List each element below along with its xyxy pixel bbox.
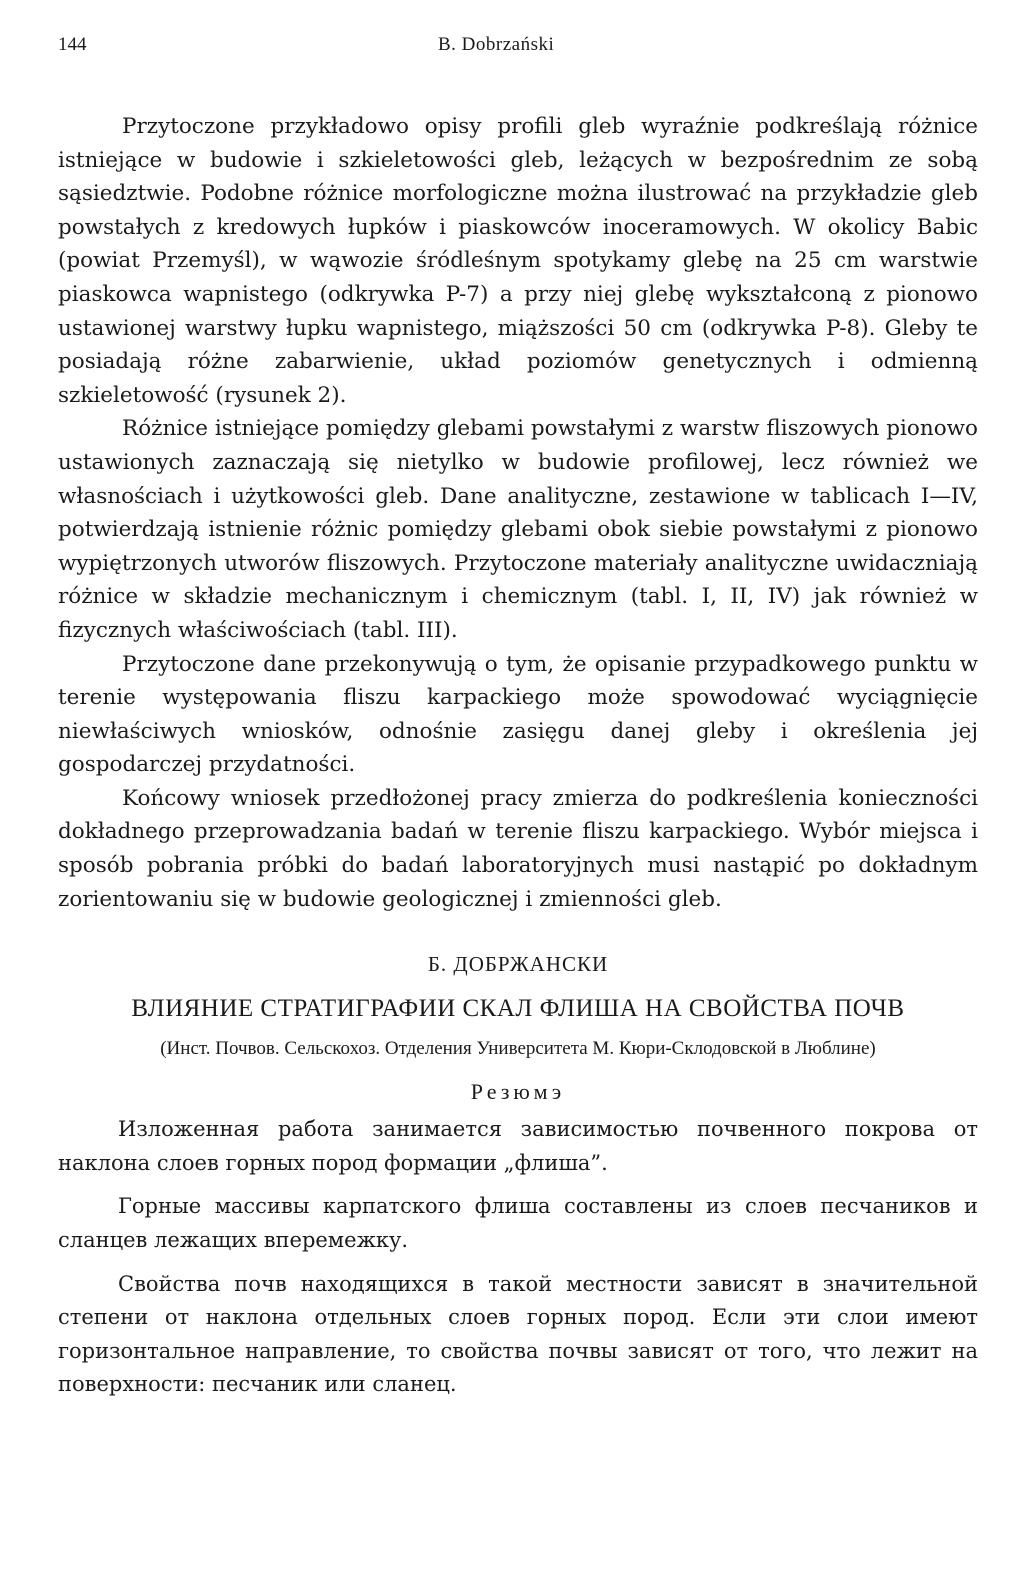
running-head: B. Dobrzański (438, 34, 555, 55)
paragraph: Свойства почв находящихся в такой местности зависят в значительной степени от наклона отдельных слоев горных пород. Если эти слои имеют горизонтальное направление, то свойства почвы зависят от того, что лежит на поверхности: песчаник или сланец. (58, 1271, 978, 1397)
paragraph: Горные массивы карпатского флиша составлены из слоев песчаников и сланцев лежащих вперемежку. (58, 1194, 978, 1253)
paragraph: Przytoczone przykładowo opisy profili gleb wyraźnie podkreślają różnice istniejące w budowie i szkieletowości gleb, leżących w bezpośrednim ze sobą sąsiedztwie. Podobne różnice morfologiczne można ilustrować na przykładzie gleb powstałych z kredowych łupków i piaskowców inoceramowych. W okolicy Babic (powiat Przemyśl), w wąwozie śródleśnym spotykamy glebę na 25 cm warstwie piaskowca wapnistego (odkrywka P-7) a przy niej glebę wykształconą z pionowo ustawionej warstwy łupku wapnistego, miąższości 50 cm (odkrywka P-8). Gleby te posiadają różne zabarwienie, układ poziomów genetycznych i odmienną szkieletowość (rysunek 2). (58, 114, 978, 408)
page-number: 144 (58, 34, 87, 55)
russian-summary (58, 952, 978, 1402)
polish-body-text (58, 110, 978, 916)
summary-body-text (58, 1113, 978, 1402)
summary-title: ВЛИЯНИЕ СТРАТИГРАФИИ СКАЛ ФЛИША НА СВОЙСТВА ПОЧВ (131, 995, 905, 1023)
summary-affiliation: (Инст. Почвов. Сельскохоз. Отделения Университета М. Кюри-Склодовской в Люблине) (160, 1038, 876, 1060)
page-header (58, 28, 978, 64)
paragraph: Przytoczone dane przekonywują o tym, że opisanie przypadkowego punktu w terenie występowania fliszu karpackiego może spowodować wyciągnięcie niewłaściwych wniosków, odnośnie zasięgu danej gleby i określenia jej gospodarczej przydatności. (58, 651, 978, 778)
paragraph: Różnice istniejące pomiędzy glebami powstałymi z warstw fliszowych pionowo ustawionych zaznaczają się nietylko w budowie profilowej, lecz również we własnościach i użytkowości gleb. Dane analityczne, zestawione w tablicach I—IV, potwierdzają istnienie różnic pomiędzy glebami obok siebie powstałymi z pionowo wypiętrzonych utworów fliszowych. Przytoczone materiały analityczne uwidaczniają różnice w składzie mechanicznym i chemicznym (tabl. I, II, IV) jak również w fizycznych właściwościach (tabl. III). (58, 416, 978, 643)
paragraph: Końcowy wniosek przedłożonej pracy zmierza do podkreślenia konieczności dokładnego przeprowadzania badań w terenie fliszu karpackiego. Wybór miejsca i sposób pobrania próbki do badań laboratoryjnych musi nastąpić po dokładnym zorientowaniu się w budowie geologicznej i zmienności gleb. (58, 785, 978, 912)
paragraph: Изложенная работа занимается зависимостью почвенного покрова от наклона слоев горных пород формации „флиша”. (58, 1117, 978, 1175)
summary-heading: Резюмэ (470, 1079, 566, 1105)
document-page (58, 28, 978, 1402)
summary-author: Б. ДОБРЖАНСКИ (427, 952, 609, 977)
